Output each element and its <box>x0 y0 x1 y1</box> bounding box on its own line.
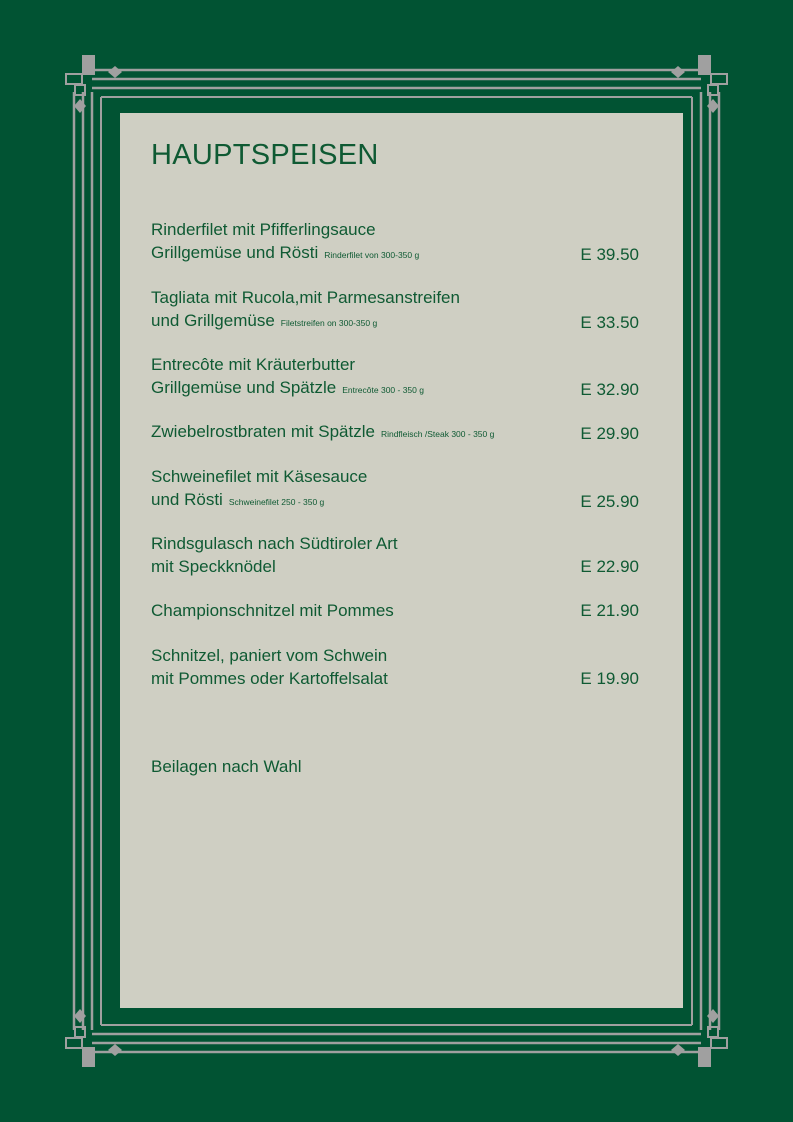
dish-name: Championschnitzel mit Pommes <box>151 601 394 620</box>
dish-price: E 29.90 <box>580 424 639 443</box>
dish-portion-note: Rindfleisch /Steak 300 - 350 g <box>380 429 495 439</box>
dish-description: mit Speckknödel <box>151 556 276 576</box>
dish-portion-note: Schweinefilet 250 - 350 g <box>228 496 325 507</box>
dish-description: und Rösti <box>151 489 223 509</box>
menu-item <box>151 354 639 401</box>
dish-price: E 25.90 <box>580 491 639 511</box>
dish-name: Schweinefilet mit Käsesauce <box>151 467 368 486</box>
dish-price: E 21.90 <box>580 601 639 620</box>
dish-description: Grillgemüse und Spätzle <box>151 377 337 397</box>
menu-item <box>151 421 639 446</box>
dish-description: und Grillgemüse <box>151 310 275 330</box>
dish-price: E 19.90 <box>580 668 639 688</box>
dish-price: E 32.90 <box>580 379 639 399</box>
dish-description: Grillgemüse und Rösti <box>151 242 319 262</box>
menu-item <box>151 645 639 690</box>
menu-title: HAUPTSPEISEN <box>151 139 379 171</box>
menu-item <box>151 287 639 334</box>
menu-panel <box>120 113 683 1008</box>
dish-name: Tagliata mit Rucola,mit Parmesanstreifen <box>151 288 460 307</box>
dish-price: E 33.50 <box>580 312 639 332</box>
dish-name: Schnitzel, paniert vom Schwein <box>151 646 388 665</box>
menu-item <box>151 466 639 513</box>
dish-portion-note: Rinderfilet von 300-350 g <box>324 249 420 260</box>
menu-item <box>151 533 639 578</box>
dish-portion-note: Filetstreifen on 300-350 g <box>280 317 378 328</box>
menu-item <box>151 219 639 266</box>
dish-price: E 39.50 <box>580 244 639 264</box>
dish-price: E 22.90 <box>580 556 639 576</box>
dish-name: Rindsgulasch nach Südtiroler Art <box>151 534 398 553</box>
dish-description: mit Pommes oder Kartoffelsalat <box>151 668 388 688</box>
dish-name: Entrecôte mit Kräuterbutter <box>151 355 356 374</box>
dish-name: Zwiebelrostbraten mit Spätzle <box>151 422 375 441</box>
side-dishes-note: Beilagen nach Wahl <box>151 757 302 776</box>
dish-name: Rinderfilet mit Pfifferlingsauce <box>151 220 376 239</box>
dish-portion-note: Entrecôte 300 - 350 g <box>342 384 424 395</box>
menu-item <box>151 600 639 623</box>
